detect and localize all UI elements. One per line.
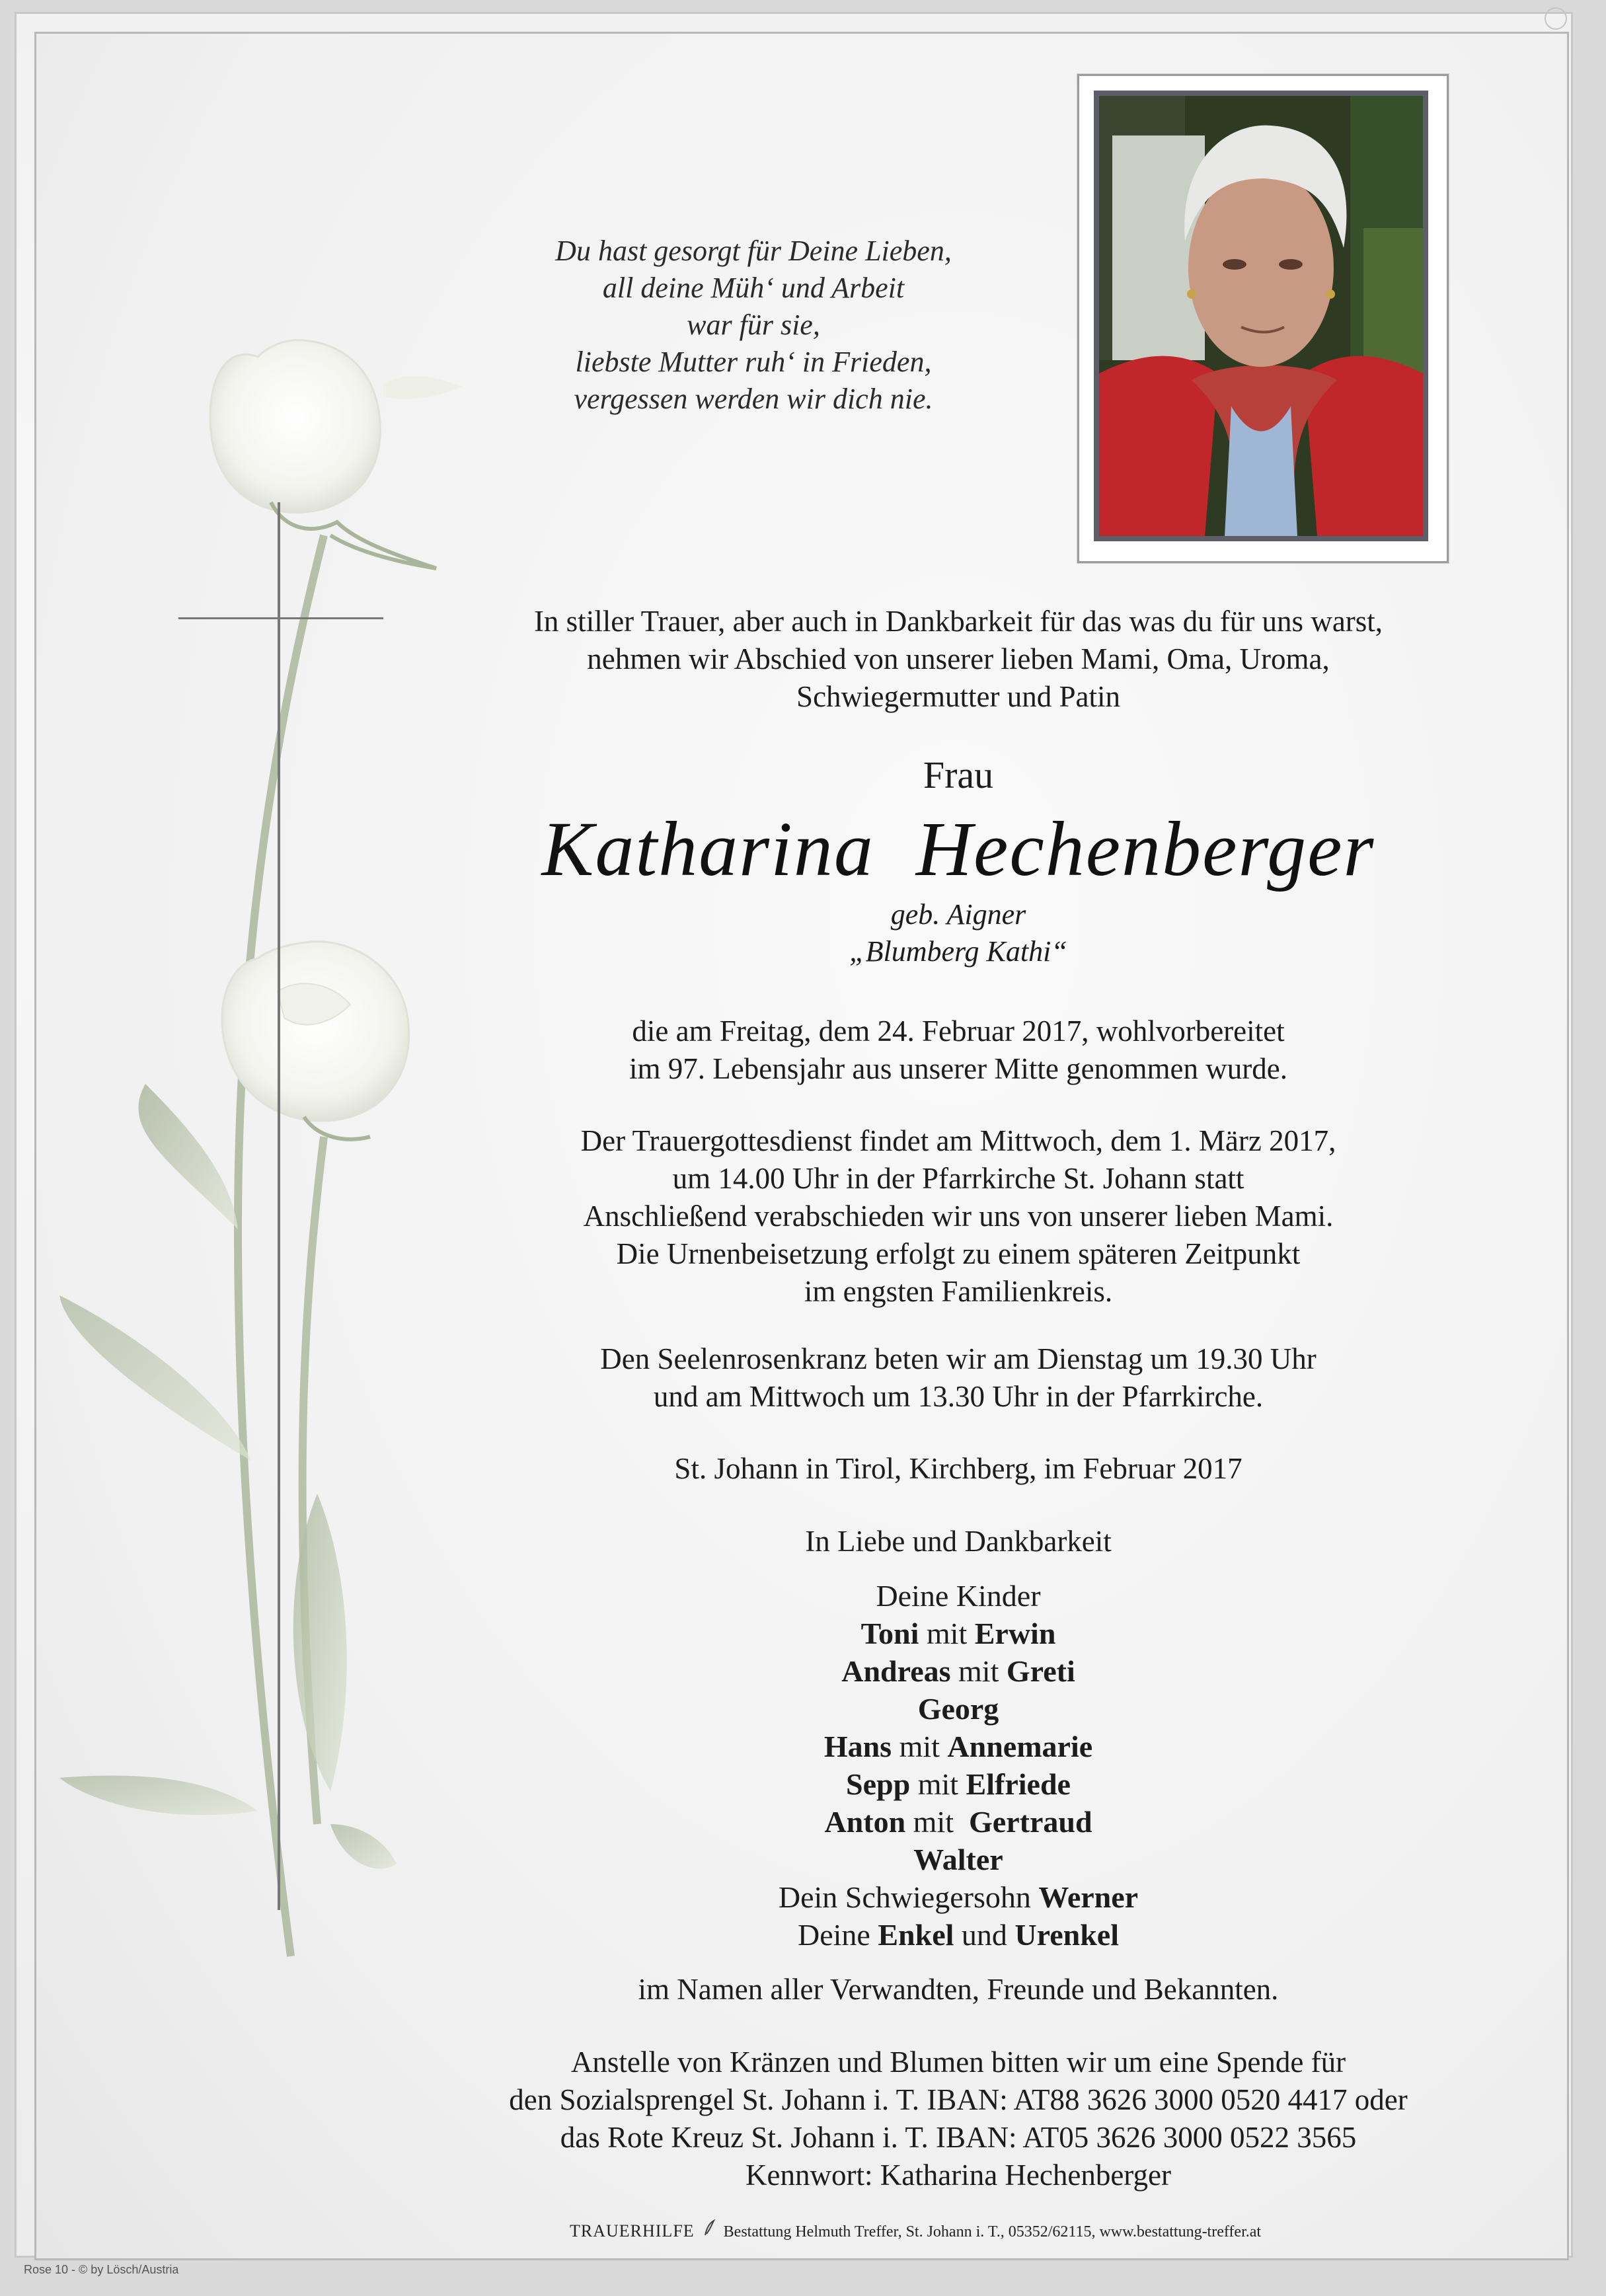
poem-line: liebste Mutter ruh‘ in Frieden,	[575, 346, 932, 378]
place-date-text: St. Johann in Tirol, Kirchberg, im Februar 2017	[674, 1452, 1243, 1485]
family-member: Andreas	[841, 1654, 951, 1688]
family-connector: mit	[919, 1617, 975, 1650]
poem	[456, 233, 1051, 418]
family-member: Toni	[860, 1617, 919, 1650]
image-credit: Rose 10 - © by Lösch/Austria	[24, 2263, 179, 2276]
service-line: Anschließend verabschieden wir uns von unserer lieben Mami.	[583, 1200, 1334, 1233]
place-date	[430, 1450, 1487, 1488]
family-connector: mit	[950, 1654, 1007, 1688]
family-member: Georg	[917, 1692, 999, 1726]
rosary-line: Den Seelenrosenkranz beten wir am Dienstag um 19.30 Uhr	[600, 1342, 1317, 1375]
death-notice-line: im 97. Lebensjahr aus unserer Mitte genommen wurde.	[629, 1052, 1287, 1085]
donation-line: den Sozialsprengel St. Johann i. T. IBAN: AT88 3626 3000 0520 4417 oder	[509, 2083, 1408, 2116]
family-member: Anton	[824, 1805, 906, 1839]
family-member: Enkel	[878, 1918, 954, 1952]
schwiegersohn-prefix: Dein Schwiegersohn	[778, 1880, 1039, 1914]
donation-line: Anstelle von Kränzen und Blumen bitten wir um eine Spende für	[570, 2046, 1346, 2079]
family-member: Urenkel	[1014, 1918, 1119, 1952]
relatives-text: im Namen aller Verwandten, Freunde und Bekannten.	[638, 1973, 1279, 2006]
poem-line: all deine Müh‘ und Arbeit	[602, 272, 905, 304]
family-line	[430, 1765, 1487, 1803]
family-line	[430, 1916, 1487, 1954]
family-member: Elfriede	[966, 1767, 1071, 1801]
footer-brand: TRAUERHILFE	[570, 2221, 695, 2240]
portrait-frame	[1077, 74, 1449, 563]
cross-horizontal	[178, 617, 383, 619]
donation-info	[430, 2044, 1487, 2194]
service-info	[430, 1122, 1487, 1311]
family-line	[430, 1652, 1487, 1690]
nickname: „Blumberg Kathi“	[849, 935, 1067, 968]
service-line: im engsten Familienkreis.	[804, 1275, 1113, 1308]
feather-icon	[703, 2219, 716, 2242]
family-line	[430, 1615, 1487, 1652]
family-member: Hans	[823, 1730, 892, 1763]
family-member: Greti	[1006, 1654, 1075, 1688]
family-list	[430, 1577, 1487, 1954]
service-line: Die Urnenbeisetzung erfolgt zu einem späteren Zeitpunkt	[616, 1237, 1301, 1270]
closing-text: In Liebe und Dankbarkeit	[805, 1525, 1112, 1558]
poem-line: Du hast gesorgt für Deine Lieben,	[555, 235, 952, 267]
family-connector: mit	[910, 1767, 966, 1801]
family-member: Werner	[1038, 1880, 1139, 1914]
family-line	[430, 1841, 1487, 1878]
rosary-info	[430, 1340, 1487, 1416]
poem-line: vergessen werden wir dich nie.	[574, 383, 933, 415]
family-line	[430, 1803, 1487, 1841]
name-details	[430, 896, 1487, 970]
salutation: Frau	[923, 753, 994, 796]
service-line: Der Trauergottesdienst findet am Mittwoch, dem 1. März 2017,	[580, 1124, 1336, 1157]
family-member: Sepp	[846, 1767, 911, 1801]
intro-line: In stiller Trauer, aber auch in Dankbarkeit für das was du für uns warst,	[533, 605, 1383, 638]
closing	[430, 1523, 1487, 1560]
portrait-photo	[1094, 91, 1428, 541]
footer-text: Bestattung Helmuth Treffer, St. Johann i. T., 05352/62115, www.bestattung-treffer.at	[723, 2223, 1262, 2240]
family-connector: und	[954, 1918, 1015, 1952]
family-member: Annemarie	[947, 1730, 1093, 1763]
family-member: Walter	[913, 1843, 1003, 1876]
donation-line: das Rote Kreuz St. Johann i. T. IBAN: AT05 3626 3000 0522 3565	[560, 2121, 1357, 2154]
corner-mark	[1545, 7, 1567, 30]
maiden-name: geb. Aigner	[890, 898, 1026, 931]
rosary-line: und am Mittwoch um 13.30 Uhr in der Pfarrkirche.	[653, 1380, 1264, 1413]
footer	[570, 2219, 1261, 2242]
cross-vertical	[278, 502, 280, 1910]
intro-line: Schwiegermutter und Patin	[796, 680, 1120, 713]
family-member: Erwin	[974, 1617, 1056, 1650]
death-notice-line: die am Freitag, dem 24. Februar 2017, wohlvorbereitet	[632, 1014, 1285, 1048]
enkel-prefix: Deine	[798, 1918, 878, 1952]
family-member: Gertraud	[969, 1805, 1092, 1839]
kinder-label: Deine Kinder	[876, 1579, 1041, 1613]
relatives	[430, 1971, 1487, 2009]
family-line	[430, 1728, 1487, 1765]
deceased-name: Katharina Hechenberger	[541, 806, 1375, 892]
donation-line: Kennwort: Katharina Hechenberger	[746, 2159, 1171, 2192]
family-line	[430, 1878, 1487, 1916]
death-notice	[430, 1013, 1487, 1088]
family-connector: mit	[905, 1805, 970, 1839]
poem-line: war für sie,	[687, 309, 820, 341]
intro-line: nehmen wir Abschied von unserer lieben Mami, Oma, Uroma,	[587, 642, 1330, 675]
family-connector: mit	[892, 1730, 948, 1763]
family-line	[430, 1690, 1487, 1728]
intro-text	[430, 603, 1487, 716]
service-line: um 14.00 Uhr in der Pfarrkirche St. Johann statt	[672, 1162, 1244, 1195]
